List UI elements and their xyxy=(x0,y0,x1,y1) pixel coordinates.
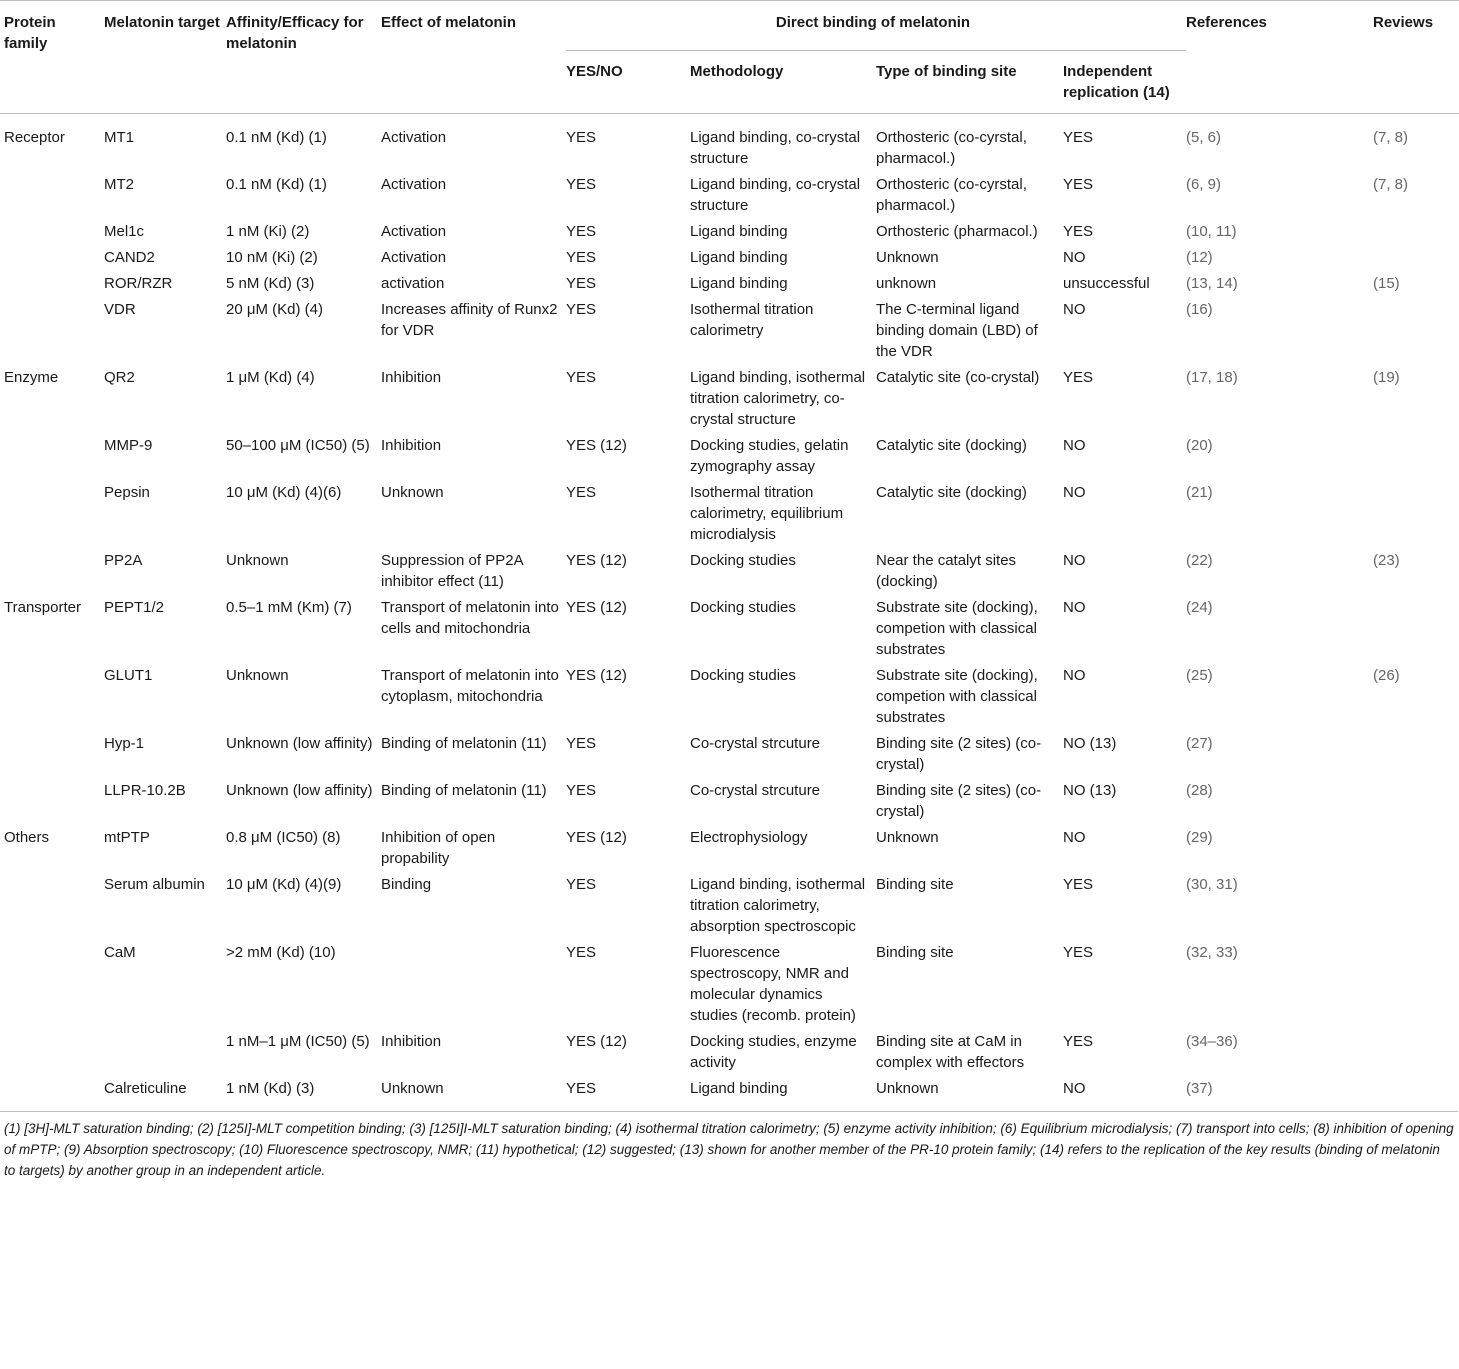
family-cell xyxy=(0,247,104,273)
binding-yes-no-cell: YES xyxy=(566,275,597,292)
independent-replication-cell: YES xyxy=(1063,223,1094,240)
target-cell: GLUT1 xyxy=(104,667,153,684)
reviews-cell xyxy=(1373,942,1459,1031)
methodology-cell: Isothermal titration calorimetry, equilibrium microdialysis xyxy=(690,484,844,543)
references-cell: (20) xyxy=(1186,437,1213,454)
target-cell xyxy=(104,1031,226,1078)
methodology-cell: Isothermal titration calorimetry xyxy=(690,301,814,339)
independent-replication-cell: YES xyxy=(1063,129,1094,146)
references-cell: (5, 6) xyxy=(1186,129,1222,146)
family-cell: Transporter xyxy=(4,599,81,616)
binding-yes-no-cell: YES (12) xyxy=(566,667,627,684)
binding-yes-no-cell: YES xyxy=(566,369,597,386)
effect-cell: Unknown xyxy=(381,1080,444,1097)
reviews-cell xyxy=(1373,597,1459,665)
binding-site-cell: Orthosteric (pharmacol.) xyxy=(876,223,1038,240)
effect-cell: Activation xyxy=(381,129,447,146)
references-cell: (37) xyxy=(1186,1080,1213,1097)
independent-replication-cell: NO xyxy=(1063,829,1086,846)
effect-cell: Activation xyxy=(381,249,447,266)
binding-site-cell: Unknown xyxy=(876,829,939,846)
effect-cell: Inhibition of open propability xyxy=(381,829,496,867)
references-cell: (10, 11) xyxy=(1186,223,1237,240)
family-cell xyxy=(0,435,104,482)
table-row xyxy=(0,114,1459,174)
effect-cell xyxy=(381,942,566,1031)
family-cell xyxy=(0,299,104,367)
reviews-cell: (23) xyxy=(1373,552,1400,569)
affinity-cell: Unknown xyxy=(226,552,289,569)
table-row xyxy=(0,942,1459,1031)
binding-yes-no-cell: YES xyxy=(566,223,597,240)
affinity-cell: Unknown (low affinity) xyxy=(226,782,373,799)
table-row xyxy=(0,874,1459,942)
target-cell: Hyp-1 xyxy=(104,735,145,752)
affinity-cell: 1 μM (Kd) (4) xyxy=(226,369,315,386)
independent-replication-cell: NO xyxy=(1063,1080,1086,1097)
affinity-cell: >2 mM (Kd) (10) xyxy=(226,944,336,961)
table-row xyxy=(0,367,1459,435)
family-cell xyxy=(0,174,104,221)
reviews-cell xyxy=(1373,299,1459,367)
independent-replication-cell: YES xyxy=(1063,176,1094,193)
binding-site-cell: Binding site (2 sites) (co-crystal) xyxy=(876,782,1042,820)
binding-yes-no-cell: YES (12) xyxy=(566,437,627,454)
effect-cell: Binding of melatonin (11) xyxy=(381,782,547,799)
reviews-cell xyxy=(1373,1078,1459,1104)
independent-replication-cell: NO xyxy=(1063,484,1086,501)
table-row xyxy=(0,435,1459,482)
table-row xyxy=(0,299,1459,367)
independent-replication-cell: NO (13) xyxy=(1063,782,1117,799)
binding-yes-no-cell: YES (12) xyxy=(566,599,627,616)
references-cell: (21) xyxy=(1186,484,1213,501)
header-methodology: Methodology xyxy=(690,63,784,80)
binding-site-cell: Orthosteric (co-cyrstal, pharmacol.) xyxy=(876,129,1027,167)
family-cell xyxy=(0,221,104,247)
affinity-cell: 10 μM (Kd) (4)(9) xyxy=(226,876,342,893)
effect-cell: Transport of melatonin into cytoplasm, mitochondria xyxy=(381,667,559,705)
references-cell: (17, 18) xyxy=(1186,369,1238,386)
header-yes-no: YES/NO xyxy=(566,63,623,80)
target-cell: CAND2 xyxy=(104,249,155,266)
header-direct-binding: Direct binding of melatonin xyxy=(566,1,1186,51)
binding-site-cell: Unknown xyxy=(876,249,939,266)
binding-site-cell: Binding site xyxy=(876,944,954,961)
references-cell: (13, 14) xyxy=(1186,275,1238,292)
methodology-cell: Ligand binding, co-crystal structure xyxy=(690,176,861,214)
reviews-cell xyxy=(1373,780,1459,827)
methodology-cell: Co-crystal strcuture xyxy=(690,782,821,799)
effect-cell: Activation xyxy=(381,223,447,240)
binding-site-cell: Unknown xyxy=(876,1080,939,1097)
table-row xyxy=(0,1031,1459,1078)
affinity-cell: 1 nM (Ki) (2) xyxy=(226,223,310,240)
binding-site-cell: Substrate site (docking), competion with classical substrates xyxy=(876,599,1038,658)
binding-yes-no-cell: YES xyxy=(566,176,597,193)
header-affinity: Affinity/Efficacy for melatonin xyxy=(226,14,364,52)
effect-cell: Inhibition xyxy=(381,369,442,386)
effect-cell: Unknown xyxy=(381,484,444,501)
header-references: References xyxy=(1186,14,1267,31)
header-protein-family: Protein family xyxy=(4,14,56,52)
binding-yes-no-cell: YES xyxy=(566,735,597,752)
methodology-cell: Ligand binding xyxy=(690,223,788,240)
family-cell: Receptor xyxy=(4,129,65,146)
family-cell: Others xyxy=(4,829,50,846)
reviews-cell: (15) xyxy=(1373,275,1400,292)
methodology-cell: Ligand binding, isothermal titration calorimetry, co-crystal structure xyxy=(690,369,866,428)
binding-yes-no-cell: YES xyxy=(566,1080,597,1097)
target-cell: Serum albumin xyxy=(104,876,205,893)
references-cell: (28) xyxy=(1186,782,1213,799)
family-cell xyxy=(0,550,104,597)
table-row xyxy=(0,174,1459,221)
effect-cell: Transport of melatonin into cells and mitochondria xyxy=(381,599,559,637)
affinity-cell: Unknown xyxy=(226,667,289,684)
target-cell: Calreticuline xyxy=(104,1080,187,1097)
affinity-cell: 1 nM (Kd) (3) xyxy=(226,1080,315,1097)
affinity-cell: 0.8 μM (IC50) (8) xyxy=(226,829,341,846)
reviews-cell xyxy=(1373,482,1459,550)
references-cell: (27) xyxy=(1186,735,1213,752)
independent-replication-cell: NO xyxy=(1063,667,1086,684)
table-row xyxy=(0,665,1459,733)
independent-replication-cell: NO xyxy=(1063,599,1086,616)
independent-replication-cell: NO (13) xyxy=(1063,735,1117,752)
references-cell: (12) xyxy=(1186,249,1213,266)
binding-site-cell: Near the catalyt sites (docking) xyxy=(876,552,1017,590)
binding-yes-no-cell: YES (12) xyxy=(566,829,627,846)
independent-replication-cell: NO xyxy=(1063,301,1086,318)
affinity-cell: 0.1 nM (Kd) (1) xyxy=(226,129,327,146)
binding-site-cell: The C-terminal ligand binding domain (LBD) of the VDR xyxy=(876,301,1038,360)
references-cell: (32, 33) xyxy=(1186,944,1238,961)
table-row xyxy=(0,550,1459,597)
table-row xyxy=(0,733,1459,780)
independent-replication-cell: YES xyxy=(1063,369,1094,386)
binding-site-cell: Binding site xyxy=(876,876,954,893)
reviews-cell xyxy=(1373,247,1459,273)
binding-yes-no-cell: YES xyxy=(566,782,597,799)
binding-yes-no-cell: YES xyxy=(566,944,597,961)
family-cell xyxy=(0,1078,104,1104)
independent-replication-cell: YES xyxy=(1063,944,1094,961)
target-cell: mtPTP xyxy=(104,829,150,846)
family-cell xyxy=(0,665,104,733)
family-cell xyxy=(0,482,104,550)
independent-replication-cell: YES xyxy=(1063,1033,1094,1050)
target-cell: CaM xyxy=(104,944,136,961)
methodology-cell: Docking studies xyxy=(690,552,796,569)
methodology-cell: Ligand binding, isothermal titration calorimetry, absorption spectroscopic xyxy=(690,876,866,935)
reviews-cell xyxy=(1373,733,1459,780)
table-footnote: (1) [3H]-MLT saturation binding; (2) [125I]-MLT competition binding; (3) [125I]I-MLT saturation binding; (4) isothermal titration calorimetry; (5) enzyme activity inhibition; (6) Equilibrium microdialysis; (7) transport into cells; (8) inhibition of opening of mPTP; (9) Absorption spectroscopy; (10) Fluorescence spectroscopy, NMR; (11) hypothetical; (12) suggested; (13) shown for another member of the PR-10 protein family; (14) refers to the replication of the key results (binding of melatonin to targets) by another group in an independent article. xyxy=(0,1111,1458,1181)
binding-yes-no-cell: YES xyxy=(566,301,597,318)
header-reviews: Reviews xyxy=(1373,14,1434,31)
references-cell: (24) xyxy=(1186,599,1213,616)
methodology-cell: Fluorescence spectroscopy, NMR and molecular dynamics studies (recomb. protein) xyxy=(690,944,856,1024)
binding-yes-no-cell: YES xyxy=(566,249,597,266)
methodology-cell: Docking studies, gelatin zymography assay xyxy=(690,437,849,475)
methodology-cell: Ligand binding xyxy=(690,1080,788,1097)
independent-replication-cell: NO xyxy=(1063,249,1086,266)
effect-cell: Binding of melatonin (11) xyxy=(381,735,547,752)
reviews-cell xyxy=(1373,874,1459,942)
effect-cell: Suppression of PP2A inhibitor effect (11) xyxy=(381,552,523,590)
family-cell xyxy=(0,780,104,827)
affinity-cell: 50–100 μM (IC50) (5) xyxy=(226,437,370,454)
binding-site-cell: Binding site (2 sites) (co-crystal) xyxy=(876,735,1042,773)
target-cell: PP2A xyxy=(104,552,143,569)
target-cell: VDR xyxy=(104,301,136,318)
references-cell: (16) xyxy=(1186,301,1213,318)
methodology-cell: Docking studies xyxy=(690,599,796,616)
affinity-cell: 5 nM (Kd) (3) xyxy=(226,275,315,292)
affinity-cell: 10 μM (Kd) (4)(6) xyxy=(226,484,342,501)
methodology-cell: Ligand binding xyxy=(690,249,788,266)
target-cell: Pepsin xyxy=(104,484,150,501)
family-cell xyxy=(0,273,104,299)
target-cell: QR2 xyxy=(104,369,135,386)
target-cell: MT1 xyxy=(104,129,134,146)
reviews-cell xyxy=(1373,435,1459,482)
references-cell: (34–36) xyxy=(1186,1033,1238,1050)
methodology-cell: Electrophysiology xyxy=(690,829,808,846)
binding-site-cell: unknown xyxy=(876,275,937,292)
table-row xyxy=(0,827,1459,874)
binding-site-cell: Catalytic site (co-crystal) xyxy=(876,369,1040,386)
effect-cell: Inhibition xyxy=(381,1033,442,1050)
reviews-cell: (19) xyxy=(1373,369,1400,386)
reviews-cell xyxy=(1373,1031,1459,1078)
methodology-cell: Co-crystal strcuture xyxy=(690,735,821,752)
family-cell xyxy=(0,733,104,780)
methodology-cell: Docking studies xyxy=(690,667,796,684)
reviews-cell: (26) xyxy=(1373,667,1400,684)
independent-replication-cell: YES xyxy=(1063,876,1094,893)
family-cell xyxy=(0,874,104,942)
affinity-cell: 0.5–1 mM (Km) (7) xyxy=(226,599,352,616)
table-row xyxy=(0,221,1459,247)
independent-replication-cell: NO xyxy=(1063,437,1086,454)
reviews-cell xyxy=(1373,221,1459,247)
independent-replication-cell: NO xyxy=(1063,552,1086,569)
target-cell: ROR/RZR xyxy=(104,275,173,292)
references-cell: (29) xyxy=(1186,829,1213,846)
header-binding-site: Type of binding site xyxy=(876,63,1017,80)
methodology-cell: Ligand binding, co-crystal structure xyxy=(690,129,861,167)
header-independent-replication: Independent replication (14) xyxy=(1063,63,1170,101)
binding-yes-no-cell: YES xyxy=(566,129,597,146)
target-cell: LLPR-10.2B xyxy=(104,782,186,799)
table-row xyxy=(0,273,1459,299)
methodology-cell: Ligand binding xyxy=(690,275,788,292)
binding-site-cell: Substrate site (docking), competion with classical substrates xyxy=(876,667,1038,726)
references-cell: (22) xyxy=(1186,552,1213,569)
family-cell xyxy=(0,1031,104,1078)
effect-cell: Activation xyxy=(381,176,447,193)
affinity-cell: 20 μM (Kd) (4) xyxy=(226,301,323,318)
reviews-cell: (7, 8) xyxy=(1373,129,1409,146)
references-cell: (6, 9) xyxy=(1186,176,1222,193)
binding-yes-no-cell: YES xyxy=(566,484,597,501)
affinity-cell: 1 nM–1 μM (IC50) (5) xyxy=(226,1033,370,1050)
binding-yes-no-cell: YES (12) xyxy=(566,552,627,569)
effect-cell: Inhibition xyxy=(381,437,442,454)
affinity-cell: 10 nM (Ki) (2) xyxy=(226,249,318,266)
references-cell: (30, 31) xyxy=(1186,876,1238,893)
reviews-cell xyxy=(1373,827,1459,874)
affinity-cell: Unknown (low affinity) xyxy=(226,735,373,752)
binding-yes-no-cell: YES (12) xyxy=(566,1033,627,1050)
target-cell: Mel1c xyxy=(104,223,145,240)
methodology-cell: Docking studies, enzyme activity xyxy=(690,1033,857,1071)
affinity-cell: 0.1 nM (Kd) (1) xyxy=(226,176,327,193)
table-row xyxy=(0,482,1459,550)
binding-site-cell: Catalytic site (docking) xyxy=(876,484,1027,501)
independent-replication-cell: unsuccessful xyxy=(1063,275,1150,292)
binding-yes-no-cell: YES xyxy=(566,876,597,893)
family-cell: Enzyme xyxy=(4,369,59,386)
table-row xyxy=(0,780,1459,827)
binding-site-cell: Orthosteric (co-cyrstal, pharmacol.) xyxy=(876,176,1027,214)
effect-cell: activation xyxy=(381,275,445,292)
target-cell: PEPT1/2 xyxy=(104,599,165,616)
target-cell: MT2 xyxy=(104,176,134,193)
header-effect: Effect of melatonin xyxy=(381,14,517,31)
references-cell: (25) xyxy=(1186,667,1213,684)
binding-site-cell: Binding site at CaM in complex with effectors xyxy=(876,1033,1025,1071)
table-row xyxy=(0,597,1459,665)
effect-cell: Increases affinity of Runx2 for VDR xyxy=(381,301,558,339)
table-body xyxy=(0,114,1459,1104)
header-melatonin-target: Melatonin target xyxy=(104,14,220,31)
binding-site-cell: Catalytic site (docking) xyxy=(876,437,1027,454)
reviews-cell: (7, 8) xyxy=(1373,176,1409,193)
table-row xyxy=(0,247,1459,273)
effect-cell: Binding xyxy=(381,876,432,893)
target-cell: MMP-9 xyxy=(104,437,153,454)
family-cell xyxy=(0,942,104,1031)
table-row xyxy=(0,1078,1459,1104)
